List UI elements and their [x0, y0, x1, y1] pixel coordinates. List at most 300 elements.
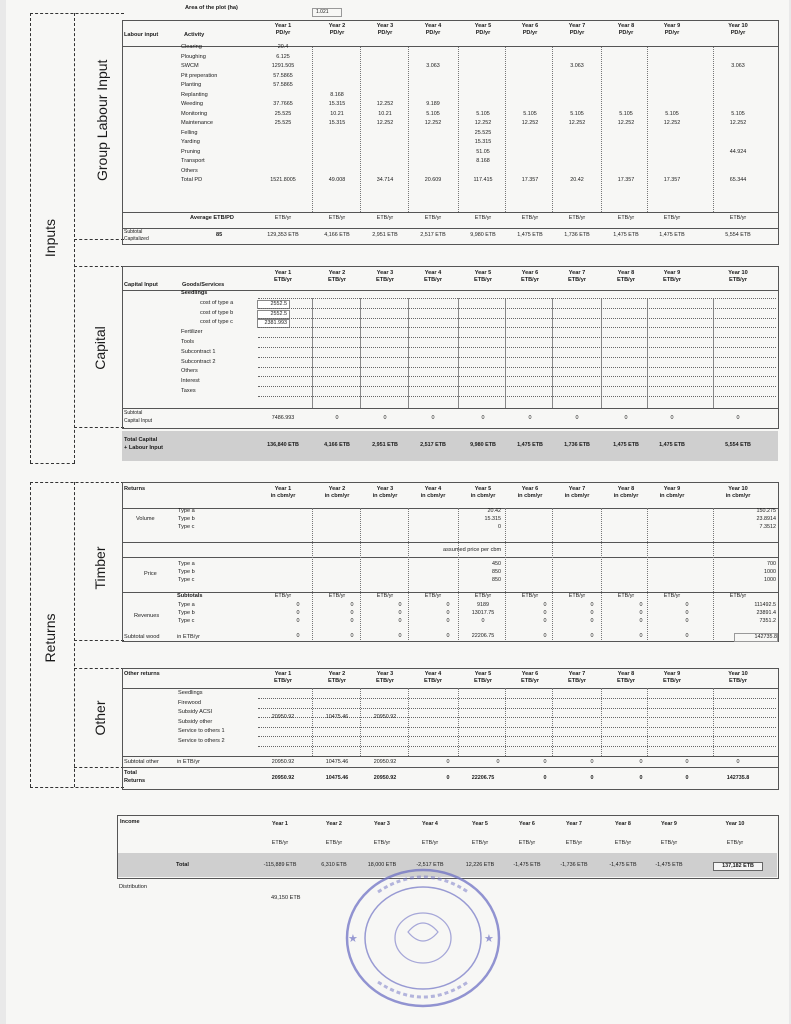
total-returns-label: Total — [124, 770, 137, 776]
subtotal-wood-cell: 0 — [639, 633, 643, 639]
revenue-cell: 0 — [543, 602, 547, 608]
labour-cell: 51.05 — [476, 148, 490, 155]
row-rule — [258, 708, 776, 709]
total-capital-cell: 1,475 ETB — [613, 442, 639, 448]
income-total-cell: -1,736 ETB — [560, 862, 588, 868]
revenue-cell: 23891.4 — [756, 610, 776, 616]
price-cell: 450 — [492, 561, 501, 567]
labour-cell: 5.105 — [731, 110, 745, 117]
row-rule — [258, 376, 776, 377]
labour-cell: 44.924 — [729, 148, 747, 155]
total-returns-cell: 0 — [639, 775, 643, 781]
price-cell: 1000 — [764, 569, 776, 575]
income-total-cell: -2,517 ETB — [416, 862, 444, 868]
income-unit: ETB/yr — [325, 840, 343, 846]
year-header: Year 4 in cbm/yr — [420, 486, 446, 499]
total-returns-cell: 0 — [446, 775, 450, 781]
labour-cell: 12.252 — [521, 120, 539, 126]
activity-label: Felling — [181, 129, 198, 136]
labour-cell: 12.252 — [424, 120, 442, 126]
year-header: Year 2 in cbm/yr — [324, 486, 350, 499]
timber-section-label: Timber — [92, 546, 108, 590]
labour-cell: 17.357 — [521, 177, 539, 183]
income-title: Income — [120, 819, 140, 825]
income-year-header: Year 2 — [326, 821, 342, 827]
capital-item-label: cost of type c — [200, 319, 233, 326]
price-cell: 850 — [492, 577, 501, 583]
revenue-cell: 0 — [685, 618, 689, 624]
revenue-cell: 0 — [398, 602, 402, 608]
plot-area-label: Area of the plot (ha) — [185, 5, 238, 11]
group-labour-input-label: Group Labour Input — [94, 59, 110, 181]
rule — [122, 290, 778, 291]
etb-unit: ETB/yr — [274, 215, 292, 221]
year-header: Year 6 ETB/yr — [520, 270, 540, 283]
capital-item-label: Interest — [181, 378, 200, 385]
etb-unit: ETB/yr — [663, 215, 681, 221]
labour-cell: 10.21 — [330, 110, 344, 117]
revenue-cell: 0 — [639, 618, 643, 624]
grid-line — [552, 298, 553, 408]
grid-line — [408, 298, 409, 408]
subtotal-other-unit: in ETB/yr — [177, 759, 201, 765]
labour-subtotal-cell: 129,353 ETB — [267, 232, 299, 238]
labour-subtotal-cell: 9,980 ETB — [470, 232, 496, 238]
income-year-header: Year 8 — [615, 821, 631, 827]
revenue-cell: 13017.75 — [471, 610, 495, 616]
price-cell: 700 — [767, 561, 776, 567]
subtotals-label: Subtotals — [177, 593, 203, 599]
subtotal-wood-label: Subtotal wood — [124, 634, 160, 640]
income-year-header: Year 5 — [472, 821, 488, 827]
frame-line — [74, 239, 124, 240]
labour-cell: 3.063 — [570, 63, 584, 69]
etb-unit: ETB/yr — [474, 593, 492, 599]
activity-header: Activity — [184, 32, 205, 38]
labour-cell: 117.415 — [473, 177, 493, 183]
capital-item-label: Subcontract 1 — [181, 348, 216, 355]
total-capital-cell: 5,554 ETB — [725, 442, 751, 448]
row-rule — [258, 736, 776, 737]
year-header: Year 7 ETB/yr — [567, 671, 587, 684]
labour-subtotal-cell: 1,475 ETB — [659, 232, 685, 238]
labour-cell: 34.714 — [376, 177, 394, 183]
revenue-cell: 0 — [639, 602, 643, 608]
price-cell: 1000 — [764, 577, 776, 583]
volume-cell: 0 — [498, 524, 501, 530]
grid-line — [408, 47, 409, 212]
activity-label: Weeding — [181, 101, 203, 107]
subtotal-wood-cell: 0 — [296, 633, 300, 639]
other-item-label: Service to others 2 — [178, 737, 225, 744]
subsidy-cell: 10475.46 — [325, 714, 349, 720]
labour-subtotal-cell: 1,475 ETB — [613, 232, 639, 238]
total-capital-cell: 9,980 ETB — [470, 442, 496, 448]
revenue-cell: 111492.5 — [754, 602, 776, 608]
activity-label: Pit preperation — [181, 72, 218, 79]
frame-line — [30, 482, 31, 787]
activity-label: Planting — [181, 82, 202, 88]
revenue-cell: 0 — [350, 610, 354, 616]
year-header: Year 9 ETB/yr — [662, 270, 682, 283]
capital-input-sub-label: Capital Input — [124, 418, 153, 424]
year-header: Year 10 in cbm/yr — [725, 486, 751, 499]
distribution-label: Distribution — [119, 884, 147, 890]
capital-subtotal-cell: 0 — [481, 415, 485, 421]
distribution-value: 49,150 ETB — [271, 895, 301, 901]
etb-unit: ETB/yr — [328, 215, 346, 221]
income-total-cell: 137,182 ETB — [713, 862, 763, 871]
capital-subtotal-cell: 0 — [670, 415, 674, 421]
revenue-cell: 0 — [296, 618, 300, 624]
type-label: Type a — [178, 602, 195, 608]
subtotal-wood-cell: 0 — [543, 633, 547, 639]
etb-unit: ETB/yr — [568, 593, 586, 599]
labour-cell: 8.168 — [330, 91, 344, 98]
other-item-label: Firewood — [178, 699, 202, 706]
other-item-label: Service to others 1 — [178, 728, 225, 734]
year-header: Year 6 PD/yr — [521, 23, 539, 36]
capital-item-label: cost of type a — [200, 299, 234, 306]
activity-label: Ploughing — [181, 53, 206, 60]
frame-line — [74, 13, 75, 463]
rule — [122, 46, 778, 47]
volume-cell: 20.42 — [487, 508, 501, 514]
labour-subtotal-cell: 5,554 ETB — [725, 232, 751, 238]
year-header: Year 1 in cbm/yr — [270, 486, 296, 499]
rule — [122, 557, 778, 558]
revenue-cell: 0 — [639, 610, 643, 616]
income-year-header: Year 10 — [725, 821, 745, 827]
grid-line — [312, 47, 313, 212]
grid-line — [458, 47, 459, 212]
labour-subtotal-cell: 2,517 ETB — [420, 232, 446, 238]
total-returns-cell: 142735.8 — [726, 775, 750, 781]
volume-cell: 15.315 — [484, 516, 501, 522]
grid-line — [505, 298, 506, 408]
total-returns-cell: 22206.75 — [471, 775, 495, 781]
frame-line — [74, 266, 124, 267]
year-header: Year 9 ETB/yr — [662, 671, 682, 684]
goods-services-header: Goods/Services — [182, 282, 225, 288]
rule — [122, 767, 778, 768]
subtotal-other-cell: 0 — [736, 759, 740, 765]
year-header: Year 2 PD/yr — [328, 23, 346, 36]
income-total-cell: -115,889 ETB — [263, 862, 297, 868]
subtotal-other-cell: 0 — [639, 759, 643, 765]
subsidy-cell: 20950.92 — [271, 714, 295, 720]
other-item-label: Seedlings — [178, 690, 203, 696]
subtotal-other-label: Subtotal other — [124, 759, 159, 765]
subtotal-wood-cell: 22206.75 — [471, 633, 495, 639]
labour-cell: 57.5865 — [273, 82, 293, 88]
row-rule — [258, 318, 776, 319]
labour-subtotal-label: Subtotal — [124, 229, 143, 235]
year-header: Year 5 ETB/yr — [473, 270, 493, 283]
income-year-header: Year 4 — [422, 821, 438, 827]
svg-text:★: ★ — [348, 932, 358, 945]
year-header: Year 3 in cbm/yr — [372, 486, 398, 499]
capital-item-label: Taxes — [181, 388, 196, 394]
revenue-cell: 7351.2 — [759, 618, 776, 624]
subtotal-wood-cell: 0 — [446, 633, 450, 639]
grid-line — [647, 47, 648, 212]
avg-etb-value: 85 — [216, 232, 223, 238]
year-header: Year 4 PD/yr — [424, 23, 442, 36]
etb-unit: ETB/yr — [617, 593, 635, 599]
year-header: Year 5 in cbm/yr — [470, 486, 496, 499]
revenue-cell: 9189 — [477, 602, 489, 608]
subtotal-wood-cell: 0 — [350, 633, 354, 639]
labour-cell: 12.252 — [729, 120, 747, 126]
subtotal-other-cell: 20950.92 — [271, 759, 295, 765]
total-returns-cell: 0 — [543, 775, 547, 781]
activity-label: Total PD — [181, 177, 203, 183]
year-header: Year 1 ETB/yr — [273, 671, 293, 684]
labour-cell: 15.315 — [328, 101, 346, 107]
revenue-cell: 0 — [446, 602, 450, 608]
year-header: Year 8 PD/yr — [617, 23, 635, 36]
subsidy-cell: 20950.92 — [373, 714, 397, 720]
grid-line — [505, 47, 506, 212]
subtotal-other-cell: 0 — [446, 759, 450, 765]
type-label: Type b — [178, 516, 195, 522]
etb-unit: ETB/yr — [663, 593, 681, 599]
income-unit: ETB/yr — [565, 840, 583, 846]
revenue-cell: 0 — [685, 602, 689, 608]
year-header: Year 8 in cbm/yr — [613, 486, 639, 499]
labour-cell: 20.4 — [277, 44, 289, 50]
income-unit: ETB/yr — [471, 840, 489, 846]
capital-subtotal-cell: 7486.993 — [271, 415, 295, 421]
row-rule — [258, 337, 776, 338]
year-header: Year 7 in cbm/yr — [564, 486, 590, 499]
labour-cell: 1521.8005 — [270, 177, 296, 183]
labour-cell: 12.252 — [376, 101, 394, 107]
capital-item-label: Others — [181, 368, 198, 375]
grid-line — [601, 47, 602, 212]
grid-line — [505, 508, 506, 640]
year-header: Year 3 ETB/yr — [375, 270, 395, 283]
revenue-cell: 0 — [685, 610, 689, 616]
capital-subtotal-label: Subtotal — [124, 410, 143, 416]
activity-label: Monitoring — [181, 110, 208, 117]
total-returns-cell: 10475.46 — [325, 775, 349, 781]
frame-line — [30, 787, 124, 788]
row-rule — [258, 327, 776, 328]
capital-input-title: Capital Input — [124, 282, 158, 288]
etb-unit: ETB/yr — [424, 215, 442, 221]
row-rule — [258, 698, 776, 699]
capital-item-label: cost of type b — [200, 309, 234, 316]
year-header: Year 6 ETB/yr — [520, 671, 540, 684]
capital-section-label: Capital — [92, 326, 108, 370]
etb-unit: ETB/yr — [424, 593, 442, 599]
etb-unit: ETB/yr — [729, 215, 747, 221]
year-header: Year 3 PD/yr — [376, 23, 394, 36]
grid-line — [360, 298, 361, 408]
revenue-cell: 0 — [398, 618, 402, 624]
capital-subtotal-labels — [124, 409, 152, 425]
year-header: Year 2 ETB/yr — [327, 671, 347, 684]
subtotal-other-cell: 0 — [590, 759, 594, 765]
labour-cell: 3.063 — [731, 63, 745, 69]
income-unit: ETB/yr — [614, 840, 632, 846]
rule — [122, 688, 778, 689]
capital-subtotal-cell: 0 — [335, 415, 339, 421]
year-header: Year 4 ETB/yr — [423, 270, 443, 283]
income-total-cell: 12,226 ETB — [465, 862, 495, 868]
volume-cell: 7.3512 — [759, 524, 776, 530]
year-header: Year 7 ETB/yr — [567, 270, 587, 283]
revenue-cell: 0 — [446, 610, 450, 616]
labour-cell: 17.357 — [617, 177, 635, 183]
price-label: Price — [144, 571, 157, 577]
labour-cell: 8.168 — [476, 158, 490, 164]
labour-cell: 49.008 — [328, 177, 346, 183]
labour-cell: 25.525 — [274, 120, 292, 126]
frame-line — [30, 463, 75, 464]
capital-item-label: Fertilizer — [181, 329, 203, 336]
type-label: Type c — [178, 618, 195, 624]
revenue-cell: 0 — [543, 610, 547, 616]
capital-cell: 2552.5 — [257, 310, 290, 319]
income-unit: ETB/yr — [660, 840, 678, 846]
total-capital-label: Total Capital — [124, 437, 158, 443]
etb-unit: ETB/yr — [617, 215, 635, 221]
year-header: Year 9 in cbm/yr — [659, 486, 685, 499]
year-header: Year 10 ETB/yr — [728, 671, 748, 684]
other-item-label: Subsidy ACSI — [178, 709, 213, 715]
activity-label: Others — [181, 167, 198, 174]
income-year-header: Year 1 — [272, 821, 288, 827]
labour-cell: 1291.505 — [271, 63, 295, 69]
labour-cell: 12.252 — [568, 120, 586, 126]
activity-label: SWCM — [181, 63, 199, 69]
labour-cell: 15.315 — [474, 139, 492, 145]
grid-line — [713, 508, 714, 640]
labour-cell: 20.42 — [570, 177, 584, 183]
revenue-cell: 0 — [481, 618, 485, 624]
capital-subtotal-cell: 0 — [383, 415, 387, 421]
returns-section-label: Returns — [42, 613, 58, 663]
frame-line — [74, 767, 124, 768]
type-label: Type c — [178, 524, 195, 530]
total-capital-cell: 136,840 ETB — [267, 442, 299, 448]
grid-line — [713, 298, 714, 408]
capital-item-label: Subcontract 2 — [181, 358, 216, 365]
etb-unit: ETB/yr — [568, 215, 586, 221]
subtotal-other-cell: 0 — [496, 759, 500, 765]
year-header: Year 4 ETB/yr — [423, 671, 443, 684]
assumed-price-label: assumed price per cbm — [443, 547, 502, 553]
subtotal-wood-cell: 0 — [685, 633, 689, 639]
total-returns-cell: 0 — [590, 775, 594, 781]
year-header: Year 3 ETB/yr — [375, 671, 395, 684]
row-rule — [258, 727, 776, 728]
year-header: Year 5 PD/yr — [474, 23, 492, 36]
income-total-cell: -1,475 ETB — [655, 862, 683, 868]
etb-unit: ETB/yr — [729, 593, 747, 599]
labour-cell: 5.105 — [523, 110, 537, 117]
revenue-cell: 0 — [296, 602, 300, 608]
etb-unit: ETB/yr — [376, 593, 394, 599]
income-unit: ETB/yr — [421, 840, 439, 846]
frame-line — [74, 668, 124, 669]
row-rule — [258, 367, 776, 368]
labour-cell: 5.105 — [426, 110, 440, 117]
total-returns-cell: 20950.92 — [373, 775, 397, 781]
income-unit: ETB/yr — [518, 840, 536, 846]
frame-line — [30, 13, 31, 463]
row-rule — [258, 347, 776, 348]
subtotal-other-cell: 0 — [543, 759, 547, 765]
labour-cell: 12.252 — [617, 120, 635, 126]
activity-label: Pruning — [181, 148, 201, 155]
labour-cell: 17.357 — [663, 177, 681, 183]
type-label: Type b — [178, 569, 195, 575]
volume-label: Volume — [136, 516, 155, 522]
income-total-cell: 18,000 ETB — [367, 862, 397, 868]
income-unit: ETB/yr — [271, 840, 289, 846]
income-unit: ETB/yr — [726, 840, 744, 846]
etb-unit: ETB/yr — [274, 593, 292, 599]
revenue-cell: 0 — [350, 618, 354, 624]
capital-subtotal-cell: 0 — [736, 415, 740, 421]
inputs-section-label: Inputs — [42, 218, 58, 258]
income-year-header: Year 3 — [374, 821, 390, 827]
total-capital-label-2: + Labour Input — [124, 445, 163, 451]
subtotal-wood-cell: 0 — [398, 633, 402, 639]
year-header: Year 8 ETB/yr — [616, 671, 636, 684]
activity-label: Replanting — [181, 91, 208, 98]
labour-subtotal-labels — [124, 229, 149, 243]
capital-subtotal-cell: 0 — [624, 415, 628, 421]
total-capital-labels — [124, 436, 163, 452]
row-rule — [258, 386, 776, 387]
etb-unit: ETB/yr — [474, 215, 492, 221]
total-returns-labels — [124, 769, 145, 785]
labour-cell: 20.609 — [424, 177, 442, 183]
labour-cell: 9.189 — [426, 101, 440, 107]
revenue-cell: 0 — [590, 610, 594, 616]
labour-cell: 12.252 — [474, 120, 492, 126]
grid-line — [552, 47, 553, 212]
labour-cell: 57.5865 — [273, 72, 293, 79]
revenue-cell: 0 — [590, 618, 594, 624]
rule — [122, 228, 778, 229]
labour-cell: 37.7665 — [273, 101, 293, 107]
total-returns-cell: 20950.92 — [271, 775, 295, 781]
income-total-cell: 6,310 ETB — [321, 862, 347, 868]
capital-subtotal-cell: 0 — [431, 415, 435, 421]
labour-cell: 10.21 — [378, 110, 392, 117]
revenue-cell: 0 — [296, 610, 300, 616]
type-label: Type a — [178, 561, 195, 567]
income-unit: ETB/yr — [373, 840, 391, 846]
labour-cell: 5.105 — [476, 110, 490, 117]
other-item-label: Subsidy other — [178, 718, 213, 725]
grid-line — [360, 47, 361, 212]
labour-subtotal-cell: 4,166 ETB — [324, 232, 350, 238]
activity-label: Maintenance — [181, 120, 214, 126]
labour-cell: 25.525 — [474, 129, 492, 136]
capital-subtotal-cell: 0 — [528, 415, 532, 421]
volume-cell: 23.8914 — [756, 516, 776, 522]
labour-cell: 15.315 — [328, 120, 346, 126]
returns-title: Returns — [124, 486, 146, 492]
labour-cell: 12.252 — [376, 120, 394, 126]
